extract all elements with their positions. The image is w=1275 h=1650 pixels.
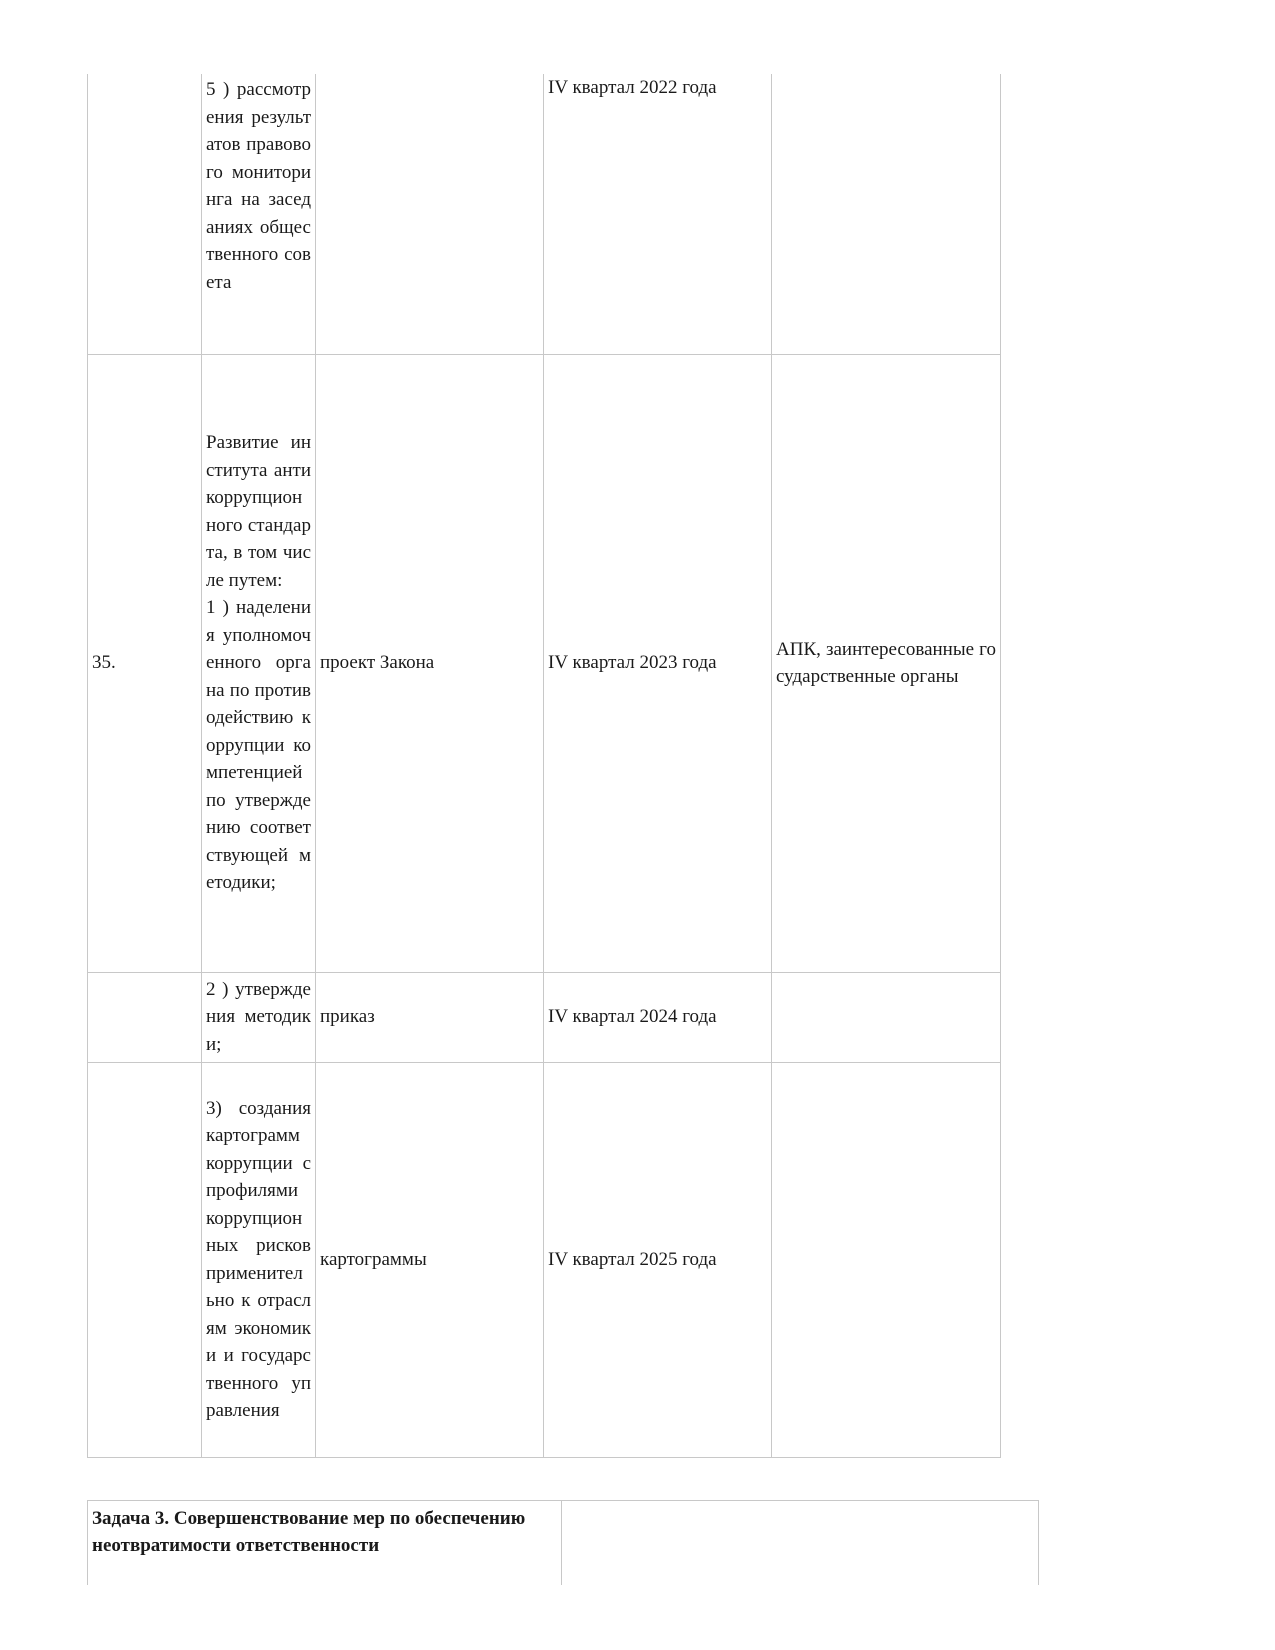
table-row: [88, 74, 1001, 354]
action-text: 3) создания картограмм коррупции с профилями коррупционных рисков применительно к отраслям экономики и государственного управления: [206, 1097, 311, 1421]
task-title: Задача 3. Совершенствование мер по обеспечению неотвратимости ответственности: [88, 1501, 562, 1585]
deadline-cell: IV квартал 2023 года: [544, 354, 772, 972]
responsible-cell: [772, 74, 1001, 354]
action-plan-table: [87, 74, 1001, 1458]
row-number-cell: [88, 74, 202, 354]
action-text: Развитие института антикоррупционного стандарта, в том числе путем:: [206, 432, 311, 591]
action-text: 5 ) рассмотрения результатов правового мониторинга на заседаниях общественного совета: [206, 79, 311, 293]
action-cell: [202, 1062, 316, 1457]
completion-form-cell: [316, 74, 544, 354]
row-number-cell: 35.: [88, 354, 202, 972]
table-row: [88, 1501, 1039, 1585]
action-cell: [202, 74, 316, 354]
row-number-cell: [88, 972, 202, 1062]
action-text: 2 ) утверждения методики;: [206, 978, 311, 1055]
table-row: [88, 972, 1001, 1062]
deadline-cell: IV квартал 2024 года: [544, 972, 772, 1062]
deadline-cell: IV квартал 2022 года: [544, 74, 772, 354]
task-right-cell: [562, 1501, 1039, 1585]
table-row: [88, 354, 1001, 972]
responsible-cell: АПК, заинтересованные государственные органы: [772, 354, 1001, 972]
completion-form-cell: приказ: [316, 972, 544, 1062]
deadline-cell: IV квартал 2025 года: [544, 1062, 772, 1457]
completion-form-cell: картограммы: [316, 1062, 544, 1457]
completion-form-cell: проект Закона: [316, 354, 544, 972]
table-row: [88, 1062, 1001, 1457]
responsible-cell: [772, 972, 1001, 1062]
row-number-cell: [88, 1062, 202, 1457]
action-cell: [202, 354, 316, 972]
task-table: [87, 1500, 1039, 1585]
action-cell: [202, 972, 316, 1062]
action-text: 1 ) наделения уполномоченного органа по противодействию коррупции компетенцией по утверждению соответствующей методики;: [206, 597, 311, 894]
responsible-cell: [772, 1062, 1001, 1457]
